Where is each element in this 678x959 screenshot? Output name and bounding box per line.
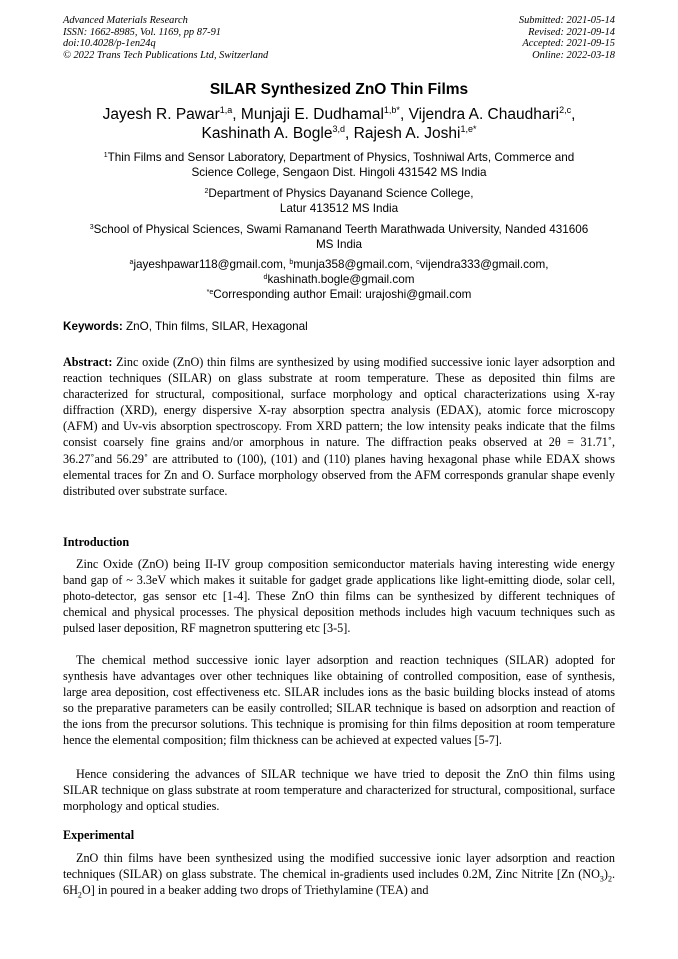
experimental-text: . 6H	[63, 867, 615, 898]
introduction-heading: Introduction	[63, 535, 130, 549]
date-online: Online: 2022-03-18	[532, 49, 615, 61]
introduction-paragraph: Zinc Oxide (ZnO) being II-IV group composition semiconductor materials having interesting wide energy band gap of ~ 3.3eV which makes it suitable for gadget grade applications like light-emitting diode, solar cell, photo-detector, gas sensor etc [1-4]. These ZnO thin films can be synthesized by different techniques of chemical and physical processes. The physical deposition methods includes high vacuum techniques such as pulsed laser deposition, RF magnetron sputtering etc [3-5].	[63, 557, 615, 636]
submission-dates	[519, 15, 615, 61]
subscript: 2	[77, 890, 82, 900]
email-marker: a	[129, 259, 134, 266]
author-affiliation-marker: 1,e*	[460, 124, 477, 134]
affiliation-1	[63, 150, 615, 180]
experimental-text: ZnO thin films have been synthesized using the modified successive ionic layer adsorption and reaction techniques (SILAR) on glass substrate. The chemical in-gradients used includes 0.2M, Zinc Nitrite [Zn (NO	[63, 851, 615, 882]
author-list: Jayesh R. Pawar$^{1,a}$, Munjaji E. Dudhamal$^{1,b*}$, Vijendra A. Chaudhari$^{2,c}$, Kashinath A. Bogle$^{3,d}$, Rajesh A. Joshi$^{1,e*}$	[102, 105, 576, 142]
experimental-paragraph	[63, 850, 615, 898]
paper-title: SILAR Synthesized ZnO Thin Films	[209, 81, 469, 98]
affiliation-line: Department of Physics Dayanand Science College,	[208, 187, 474, 200]
keywords	[63, 320, 615, 333]
experimental-heading: Experimental	[63, 828, 135, 842]
introduction-paragraph: Hence considering the advances of SILAR technique we have tried to deposit the ZnO thin films using SILAR technique on glass substrate at room temperature and characterized for structural, compositional, surface morphology and optical studies.	[63, 767, 615, 814]
affiliation-line: Science College, Sengaon Dist. Hingoli 431542 MS India	[191, 166, 487, 179]
introduction-paragraph: The chemical method successive ionic layer adsorption and reaction techniques (SILAR) adopted for synthesis have advantages over other techniques like obtaining of controlled composition, ease of synthesis, large area deposition, cost effectiveness etc. SILAR includes ions as the basic building blocks instead of atoms so the preparative parameters can be easily controlled; SILAR technique is based on adsorption and reaction of the ions from the precursor solutions. This technique is promising for thin films deposition at room temperature hence the elemental composition; film thickness can be achieved at expected values [5-7].	[63, 653, 615, 748]
experimental-text: O] in poured in a beaker adding two drops of Triethylamine (TEA) and	[81, 883, 429, 898]
journal-name: Advanced Materials Research	[63, 15, 188, 26]
author-affiliation-marker: 1,b*	[383, 105, 400, 115]
journal-issn: ISSN: 1662-8985, Vol. 1169, pp 87-91	[63, 26, 221, 38]
subscript: 2	[607, 874, 612, 884]
abstract	[63, 354, 615, 499]
author-name: Munjaji E. Dudhamal	[240, 106, 384, 123]
affiliation-marker: 2	[204, 188, 209, 195]
journal-copyright: © 2022 Trans Tech Publications Ltd, Switzerland	[63, 49, 269, 61]
affiliation-marker: 3	[89, 224, 94, 231]
author-affiliation-marker: 2,c	[559, 105, 572, 115]
subscript: 3	[599, 874, 604, 884]
journal-doi: doi:10.4028/p-1en24q	[63, 38, 156, 50]
affiliation-2	[63, 186, 615, 216]
journal-info	[63, 15, 268, 61]
author-name: Rajesh A. Joshi	[353, 125, 461, 142]
author-name: Jayesh R. Pawar	[102, 106, 220, 123]
author-affiliation-marker: 1,a	[219, 105, 233, 115]
email-address: kashinath.bogle@gmail.com	[267, 273, 415, 286]
email-address: munja358@gmail.com,	[293, 258, 417, 271]
email-marker: b	[289, 259, 294, 266]
email-address: jayeshpawar118@gmail.com,	[133, 258, 290, 271]
email-marker: d	[263, 274, 268, 281]
date-submitted: Submitted: 2021-05-14	[518, 15, 615, 26]
affiliation-line: Thin Films and Sensor Laboratory, Department of Physics, Toshniwal Arts, Commerce and	[107, 151, 575, 164]
date-revised: Revised: 2021-09-14	[528, 26, 615, 38]
abstract-text: Zinc oxide (ZnO) thin films are synthesized by using modified successive ionic layer adsorption and reaction techniques (SILAR) on glass substrate at room temperature. These as deposited thin films are characterized for structural, compositional, surface morphology and optical characterizations using X-ray diffraction (XRD), energy dispersive X-ray absorption spectra analysis (EDAX), atomic force microscopy (AFM) and Uv-vis absorption spectroscopy. From XRD pattern; the low intensity peaks indicate that the films consist coarsely fine grains and/or amorphous in nature. The diffraction peaks observed at 2θ = 31.71˚, 36.27˚and 56.29˚ are attributed to (100), (101) and (110) planes having hexagonal phase while EDAX shows elemental traces for Zn and O. Surface morphology observed from the AFM corresponds granular shape evenly distributed over substrate surface.	[63, 355, 615, 498]
keywords-text: ZnO, Thin films, SILAR, Hexagonal	[122, 320, 308, 333]
affiliation-line: Latur 413512 MS India	[279, 202, 399, 215]
corresponding-email: Corresponding author Email: urajoshi@gmail.com	[213, 288, 472, 301]
experimental-text: )	[603, 867, 608, 882]
abstract-label: Abstract:	[63, 355, 113, 369]
author-name: Vijendra A. Chaudhari	[408, 106, 560, 123]
author-name: Kashinath A. Bogle	[201, 125, 333, 142]
affiliation-line: School of Physical Sciences, Swami Ramanand Teerth Marathwada University, Nanded 431606	[93, 223, 589, 236]
author-emails	[63, 257, 615, 302]
affiliation-3	[63, 222, 615, 252]
date-accepted: Accepted: 2021-09-15	[522, 38, 615, 50]
affiliation-line: MS India	[315, 238, 363, 251]
email-marker: c	[416, 259, 420, 266]
keywords-label: Keywords:	[63, 320, 123, 333]
email-address: vijendra333@gmail.com,	[419, 258, 549, 271]
email-marker: *e	[206, 289, 214, 296]
author-affiliation-marker: 3,d	[332, 124, 346, 134]
affiliation-marker: 1	[103, 152, 108, 159]
